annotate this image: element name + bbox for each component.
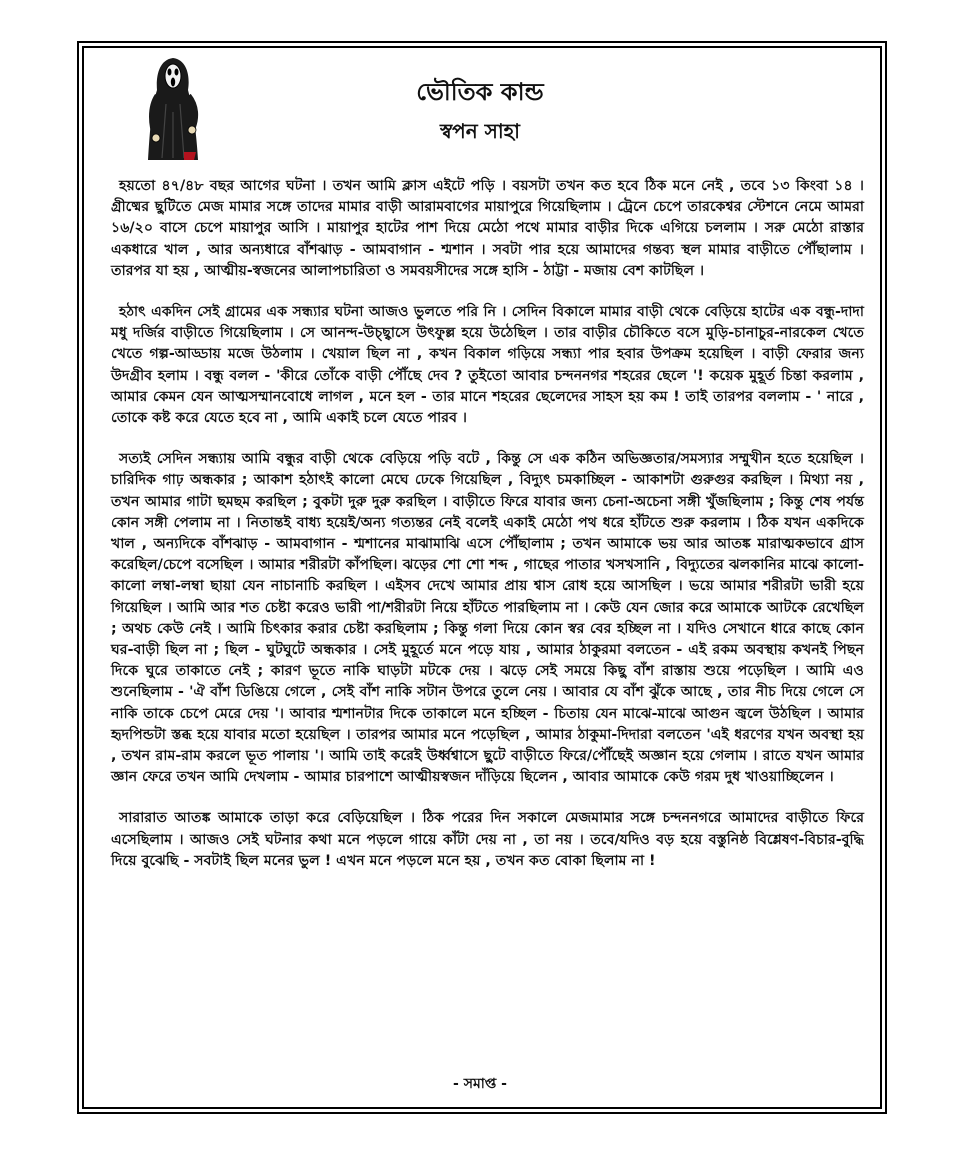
author-name: স্বপন সাহা: [440, 119, 520, 143]
story-ending: - সমাপ্ত -: [453, 1076, 507, 1092]
paragraph: হঠাৎ একদিন সেই গ্রামের এক সন্ধ্যার ঘটনা আজও ভুলতে পরি নি । সেদিন বিকালে মামার বাড়ী থেকে বেড়িয়ে হাটের এক বন্ধু-দাদা মধু দর্জির বাড়ীতে গিয়েছিলাম । সে আনন্দ-উচ্ছ্বাসে উৎফুল্ল হয়ে উঠেছিল । তার বাড়ীর চৌকিতে বসে মুড়ি-চানাচুর-নারকেল খেতে খেতে গল্প-আড্ডায় মজে উঠলাম । খেয়াল ছিল না , কখন বিকাল গড়িয়ে সন্ধ্যা পার হবার উপক্রম হয়েছিল । বাড়ী ফেরার জন্য উদগ্রীব হলাম । বন্ধু বলল - 'কীরে তোঁকে বাড়ী পৌঁছে দেব ? তুইতো আবার চন্দননগর শহরের ছেলে '! কয়েক মুহূর্ত চিন্তা করলাম , আমার কেমন যেন আত্মসম্মানবোধে লাগল , মনে হল - তার মানে শহরের ছেলেদের সাহস হয় কম ! তাই তারপর বললাম - ' নারে , তোকে কষ্ট করে যেতে হবে না , আমি একাই চলে যেতে পারব ।: [111, 304, 864, 427]
paragraph: হয়তো ৪৭/৪৮ বছর আগের ঘটনা । তখন আমি ক্লাস এইটে পড়ি । বয়সটা তখন কত হবে ঠিক মনে নেই , তবে ১৩ কিংবা ১৪ । গ্রীষ্মের ছুটিতে মেজ মামার সঙ্গে তাদের মামার বাড়ী আরামবাগের মায়াপুরে গিয়েছিলাম । ট্রেনে চেপে তারকেশ্বর স্টেশনে নেমে আমরা ১৬/২০ বাসে চেপে মায়াপুর আসি । মায়াপুর হাটের পাশ দিয়ে মেঠো পথে মামার বাড়ীর দিকে এগিয়ে চললাম । সরু মেঠো রাস্তার একধারে খাল , আর অন্যধারে বাঁশঝাড় - আমবাগান - শ্মশান । সবটা পার হয়ে আমাদের গন্তব্য স্থল মামার বাড়ীতে পৌঁছালাম । তারপর যা হয় , আত্মীয়-স্বজনের আলাপচারিতা ও সমবয়সীদের সঙ্গে হাসি - ঠাট্টা - মজায় বেশ কাটছিল ।: [111, 178, 864, 279]
paragraph: সারারাত আতঙ্ক আমাকে তাড়া করে বেড়িয়েছিল । ঠিক পরের দিন সকালে মেজমামার সঙ্গে চন্দননগরে আমাদের বাড়ীতে ফিরে এসেছিলাম । আজও সেই ঘটনার কথা মনে পড়লে গায়ে কাঁটা দেয় না , তা নয় । তবে/যদিও বড় হয়ে বস্তুনিষ্ঠ বিশ্লেষণ-বিচার-বুদ্ধি দিয়ে বুঝেছি - সবটাই ছিল মনের ভুল ! এখন মনে পড়লে মনে হয় , তখন কত বোকা ছিলাম না !: [111, 810, 864, 869]
paragraph: সত্যই সেদিন সন্ধ্যায় আমি বন্ধুর বাড়ী থেকে বেড়িয়ে পড়ি বটে , কিন্তু সে এক কঠিন অভিজ্ঞতার/সমস্যার সম্মুখীন হতে হয়েছিল । চারিদিক গাঢ় অন্ধকার ; আকাশ হঠাৎই কালো মেঘে ঢেকে গিয়েছিল , বিদ্যুৎ চমকাচ্ছিল - আকাশটা গুরুগুর করছিল । মিথ্যা নয় , তখন আমার গাটা ছমছম করছিল ; বুকটা দুরু দুরু করছিল । বাড়ীতে ফিরে যাবার জন্য চেনা-অচেনা সঙ্গী খুঁজছিলাম ; কিন্তু শেষ পর্যন্ত কোন সঙ্গী পেলাম না । নিতান্তই বাধ্য হয়েই/অন্য গত্যন্তর নেই বলেই একাই মেঠো পথ ধরে হাঁটতে শুরু করলাম । ঠিক যখন একদিকে খাল , অন্যদিকে বাঁশঝাড় - আমবাগান - শ্মশানের মাঝামাঝি এসে পৌঁছালাম ; তখন আমাকে ভয় আর আতঙ্ক মারাত্মকভাবে গ্রাস করেছিল/চেপে বসেছিল । আমার শরীরটা কাঁপছিল। ঝড়ের শো শো শব্দ , গাছের পাতার খসখসানি , বিদ্যুতের ঝলকানির মাঝে কালো-কালো লম্বা-লম্বা ছায়া যেন নাচানাচি করছিল । এইসব দেখে আমার প্রায় শ্বাস রোধ হয়ে আসছিল । ভয়ে আমার শরীরটা ভারী হয়ে গিয়েছিল । আমি আর শত চেষ্টা করেও ভারী পা/শরীরটা নিয়ে হাঁটতে পারছিলাম না । কেউ যেন জোর করে আমাকে আটকে রেখেছিল ; অথচ কেউ নেই । আমি চিৎকার করার চেষ্টা করছিলাম ; কিন্তু গলা দিয়ে কোন স্বর বের হচ্ছিল না । যদিও সেখানে ধারে কাছে কোন ঘর-বাড়ী ছিল না ; ছিল - ঘুটঘুটে অন্ধকার । সেই মুহূর্তে মনে পড়ে যায় , আমার ঠাকুরমা বলতেন - এই রকম অবস্থায় কখনই পিছন দিকে ঘুরে তাকাতে নেই ; কারণ ভূতে নাকি ঘাড়টা মটকে দেয় । ঝড়ে সেই সময়ে কিছু বাঁশ রাস্তায় শুয়ে পড়েছিল । আমি এও শুনেছিলাম - 'ঐ বাঁশ ডিঙিয়ে গেলে , সেই বাঁশ নাকি সটান উপরে তুলে নেয় । আবার যে বাঁশ ঝুঁকে আছে , তার নীচ দিয়ে গেলে সে নাকি তাকে চেপে মেরে দেয় '। আবার শ্মশানটার দিকে তাকালে মনে হচ্ছিল - চিতায় যেন মাঝে-মাঝে আগুন জ্বলে উঠছিল । আমার হৃদপিন্ডটা স্তব্ধ হয়ে যাবার মতো হয়েছিল । তারপর আমার মনে পড়েছিল , আমার ঠাকুমা-দিদারা বলতেন 'এই ধরণের যখন অবস্থা হয় , তখন রাম-রাম করলে ভূত পালায় '। আমি তাই করেই উর্ধ্বশ্বাসে ছুটে বাড়ীতে ফিরে/পৌঁছেই অজ্ঞান হয়ে গেলাম । রাতে যখন আমার জ্ঞান ফেরে তখন আমি দেখলাম - আমার চারপাশে আত্মীয়স্বজন দাঁড়িয়ে ছিলেন , আবার আমাকে কেউ গরম দুধ খাওয়াচ্ছিলেন ।: [111, 451, 864, 786]
story-body: [111, 176, 864, 892]
ghost-figure-icon: [140, 56, 206, 164]
page-title: ভৌতিক কান্ড: [416, 78, 544, 106]
